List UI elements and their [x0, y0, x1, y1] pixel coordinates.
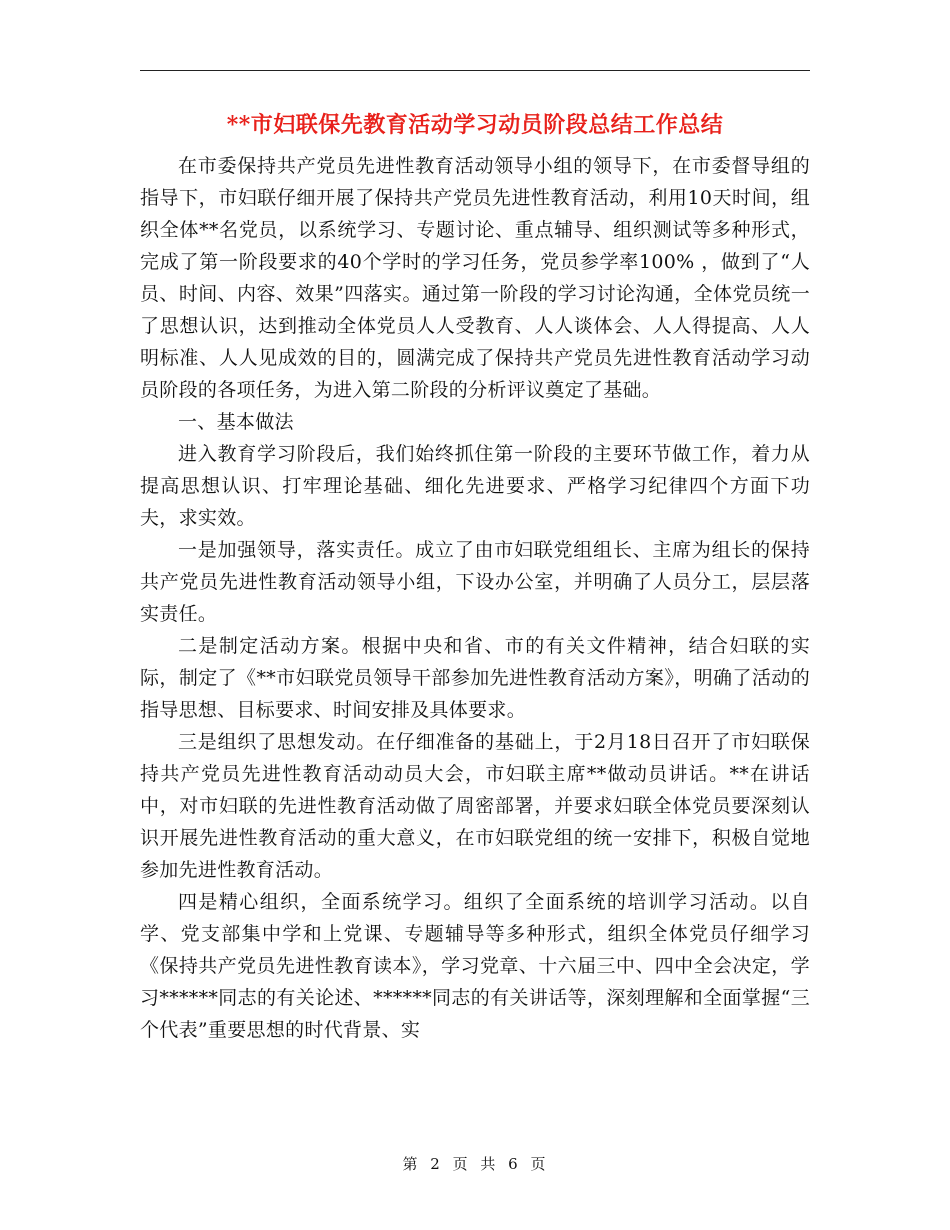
paragraph-overview: 进入教育学习阶段后，我们始终抓住第一阶段的主要环节做工作，着力从提高思想认识、打牢理论基础、细化先进要求、严格学习纪律四个方面下功夫，求实效。 — [140, 443, 810, 529]
page-footer: 第 2 页 共 6 页 — [402, 1155, 548, 1173]
document-body — [140, 150, 810, 1046]
paragraph-leadership: 一是加强领导，落实责任。成立了由市妇联党组组长、主席为组长的保持共产党员先进性教育活动领导小组，下设办公室，并明确了人员分工，层层落实责任。 — [140, 539, 810, 625]
section-heading-basic-methods: 一、基本做法 — [178, 411, 294, 433]
paragraph-systematic-study: 四是精心组织，全面系统学习。组织了全面系统的培训学习活动。以自学、党支部集中学和上党课、专题辅导等多种形式，组织全体党员仔细学习《保持共产党员先进性教育读本》，学习党章、十六届三中、四中全会决定，学习******同志的有关论述、******同志的有关讲话等，深刻理解和全面掌握“三个代表”重要思想的时代背景、实 — [140, 891, 810, 1041]
document-title: **市妇联保先教育活动学习动员阶段总结工作总结 — [226, 112, 724, 138]
paragraph-mobilization: 三是组织了思想发动。在仔细准备的基础上，于2月18日召开了市妇联保持共产党员先进性教育活动动员大会，市妇联主席**做动员讲话。**在讲话中，对市妇联的先进性教育活动做了周密部署，并要求妇联全体党员要深刻认识开展先进性教育活动的重大意义，在市妇联党组的统一安排下，积极自觉地参加先进性教育活动。 — [140, 731, 810, 881]
paragraph-intro: 在市委保持共产党员先进性教育活动领导小组的领导下，在市委督导组的指导下，市妇联仔细开展了保持共产党员先进性教育活动，利用10天时间，组织全体**名党员，以系统学习、专题讨论、重点辅导、组织测试等多种形式，完成了第一阶段要求的40个学时的学习任务，党员参学率100% ，做到了“人员、时间、内容、效果”四落实。通过第一阶段的学习讨论沟通，全体党员统一了思想认识，达到推动全体党员人人受教育、人人谈体会、人人得提高、人人明标准、人人见成效的目的，圆满完成了保持共产党员先进性教育活动学习动员阶段的各项任务，为进入第二阶段的分析评议奠定了基础。 — [140, 155, 810, 401]
header-rule — [140, 70, 810, 71]
paragraph-activity-plan: 二是制定活动方案。根据中央和省、市的有关文件精神，结合妇联的实际，制定了《**市妇联党员领导干部参加先进性教育活动方案》，明确了活动的指导思想、目标要求、时间安排及具体要求。 — [140, 635, 810, 721]
